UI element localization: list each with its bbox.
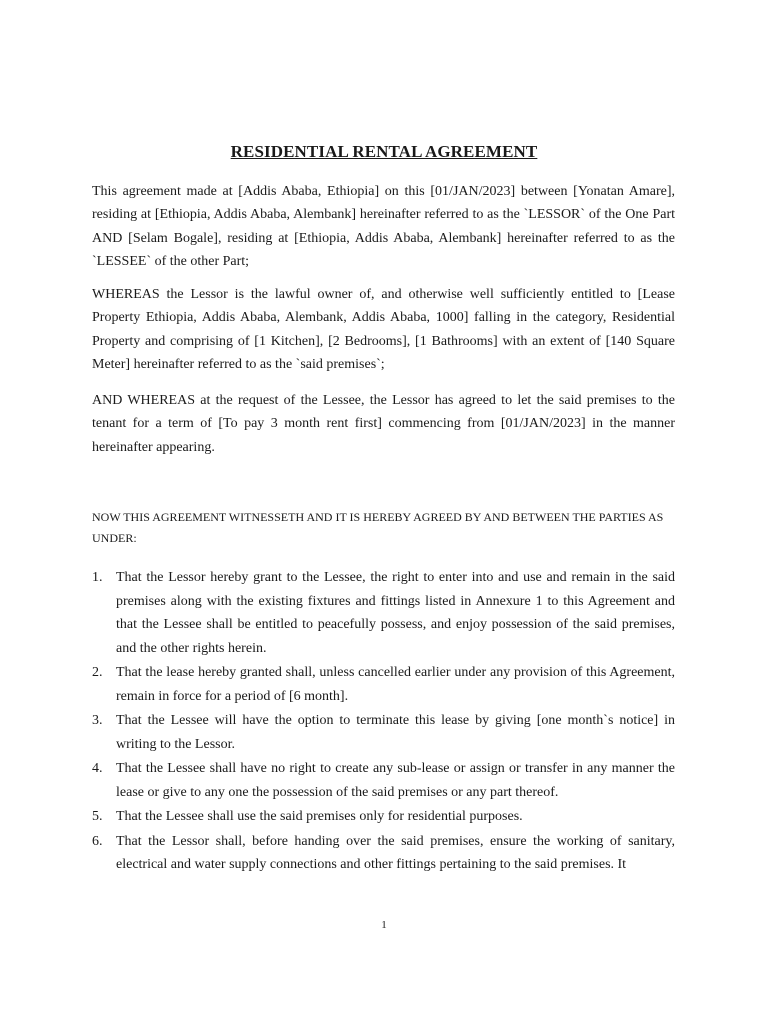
witness-heading: NOW THIS AGREEMENT WITNESSETH AND IT IS HEREBY AGREED BY AND BETWEEN THE PARTIES AS UNDER: [92, 510, 664, 545]
document-title: RESIDENTIAL RENTAL AGREEMENT [230, 142, 538, 161]
and-whereas-paragraph: AND WHEREAS at the request of the Lessee, the Lessor has agreed to let the said premises to the tenant for a term of [To pay 3 month rent first] commencing from [01/JAN/2023] in the manner hereinafter appearing. [92, 393, 675, 455]
clause-text: That the Lessee shall use the said premises only for residential purposes. [116, 809, 523, 824]
page-number: 1 [381, 919, 387, 931]
clause-item [92, 709, 675, 756]
clause-number: 2. [92, 665, 103, 680]
clause-text: That the Lessor shall, before handing over the said premises, ensure the working of sanitary, electrical and water supply connections and other fittings pertaining to the said premises. It [116, 833, 675, 872]
clause-text: That the Lessor hereby grant to the Lessee, the right to enter into and use and remain in the said premises along with the existing fixtures and fittings listed in Annexure 1 to this Agreement and that the Lessee shall be entitled to peacefully possess, and enjoy possession of the said premises, and the other rights herein. [116, 570, 675, 656]
clause-number: 3. [92, 713, 103, 728]
clause-number: 4. [92, 761, 103, 776]
clause-item [92, 805, 675, 829]
intro-paragraph: This agreement made at [Addis Ababa, Ethiopia] on this [01/JAN/2023] between [Yonatan Amare], residing at [Ethiopia, Addis Ababa, Alembank] hereinafter referred to as the `LESSOR` of the One Part AND [Selam Bogale], residing at [Ethiopia, Addis Ababa, Alembank] hereinafter referred to as the `LESSEE` of the other Part; [92, 184, 675, 269]
clause-text: That the lease hereby granted shall, unless cancelled earlier under any provision of this Agreement, remain in force for a period of [6 month]. [116, 665, 675, 704]
clause-item [92, 830, 675, 877]
clause-item [92, 757, 675, 804]
clause-text: That the Lessee will have the option to terminate this lease by giving [one month`s notice] in writing to the Lessor. [116, 713, 675, 752]
clause-text: That the Lessee shall have no right to create any sub-lease or assign or transfer in any manner the lease or give to any one the possession of the said premises or any part thereof. [116, 761, 675, 800]
clause-list [92, 566, 675, 878]
clause-number: 1. [92, 570, 103, 585]
clause-number: 6. [92, 833, 103, 849]
clause-number: 5. [92, 809, 103, 824]
clause-item [92, 661, 675, 708]
whereas-paragraph: WHEREAS the Lessor is the lawful owner of, and otherwise well sufficiently entitled to [Lease Property Ethiopia, Addis Ababa, Alembank, Addis Ababa, 1000] falling in the category, Residential Property and comprising of [1 Kitchen], [2 Bedrooms], [1 Bathrooms] with an extent of [140 Square Meter] hereinafter referred to as the `said premises`; [92, 287, 675, 372]
clause-item [92, 566, 675, 660]
